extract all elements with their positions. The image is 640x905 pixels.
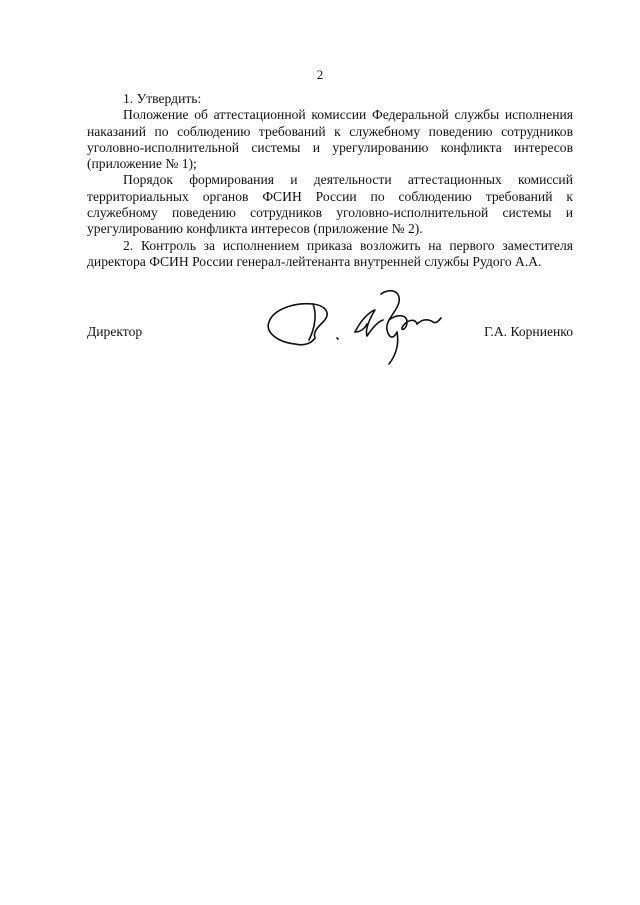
- paragraph-regulation: Положение об аттестационной комиссии Федеральной службы исполнения наказаний по соблюдению требований к служебному поведению сотрудников уголовно-исполнительной системы и урегулированию конфликта интересов (приложение № 1);: [87, 107, 573, 172]
- document-body: [87, 91, 573, 270]
- signature-block: [87, 280, 573, 370]
- paragraph-approve: 1. Утвердить:: [123, 91, 202, 106]
- signatory-title: Директор: [87, 324, 143, 339]
- paragraph-control: 2. Контроль за исполнением приказа возложить на первого заместителя директора ФСИН России генерал-лейтенанта внутренней службы Рудого А.А.: [87, 237, 573, 269]
- paragraph-procedure: Порядок формирования и деятельности аттестационных комиссий территориальных органов ФСИН России по соблюдению требований к служебному поведению сотрудников уголовно-исполнительной системы и урегулированию конфликта интересов (приложение № 2).: [87, 172, 573, 237]
- page-number: 2: [316, 67, 324, 82]
- signatory-name: Г.А. Корниенко: [484, 324, 573, 339]
- handwritten-signature-icon: [257, 280, 447, 370]
